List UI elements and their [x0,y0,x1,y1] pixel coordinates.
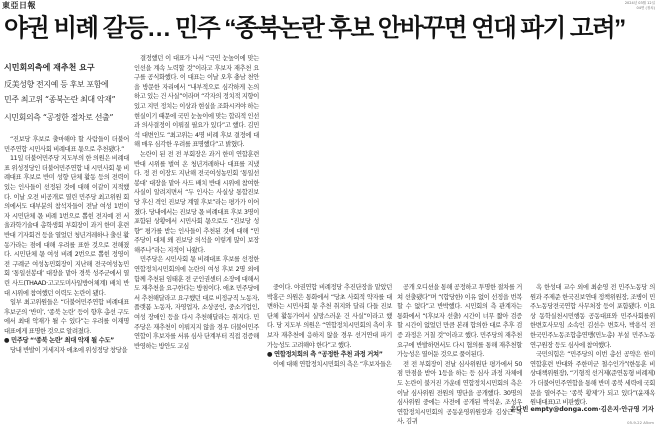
paragraph: 이에 대해 연합정치시민회의 측은 “후보자들은 [273,360,392,368]
paragraph: 결정했던 이 대표가 나서 “국민 눈높이에 맞는 인선을 계속 노력할 것”이라고 후보자 재추천 요구를 공식화했다. 이 대표는 이날 오후 충남 천안을 방문한 자리에서 “내부적으로 심각하게 논의하고 있는 건 사실”이라며 “각자의 정치적 지향이 있고 지민 정치는 이상과 현실을 조화시켜야 하는 현실이기 때문에 국민 눈높이에 맞는 합리적 인선과 의사결정이 이뤄질 필요가 있다”고 했다. 김민석 대변인도 “최고위는 4명 비례 후보 결정에 대해 매우 심각한 우려를 표명했다”고 밝혔다. [134,55,259,149]
article-column-3 [267,283,392,369]
subhead-3: 시민회의측 “공정한 절차로 선출” [4,113,114,122]
byline: 윤다빈 empty@donga.com·김은지·안규영 기자 [510,406,654,413]
paragraph: 당내 반발이 거세지자 애초에 위성정당 창당을 [10,347,128,355]
paragraph: 옥 한성대 교수 외에 최순영 전 민주노동당 의원과 주제준 한국진보연대 정책위원장, 조병이 민주노동당전국연합 사무처장 등이 포함됐다. 이요상 동학실천시민행동 공동대표와 민주사회를위한변호사모임 소속인 김선수 변호사, 박용석 전 한국민주노동조합총연맹(민노총) 부설 민주노동연구원장 등도 심사에 참여했다. [530,284,655,349]
print-stamp: 05-9-22 A5cm [627,420,654,425]
article-column-1 [4,135,129,356]
subhead-1: 反美성향 전지예 등 후보 포함에 [4,80,109,89]
newspaper-logo: 東亞日報 [2,0,36,10]
kicker: 시민회의측에 재추천 요구 [4,63,95,72]
paragraph: 논란이 된 전 전 부회장은 과거 한미 연합훈련 반대 시위를 벌여 온 청년겨레하나 대표를 지냈다. 정 전 이장도 지난해 전국여성농민회 ‘통일선봉대’ 대장을 맡아 사드 배치 반대 시위에 참여한 사실이 알려지면서 “두 인사는 사실상 통합진보당 후신 격인 진보당 계열 후보”라는 평가가 이어졌다. 당내에서는 진보당 몫 비례대표 후보 3명이 포함된 상황에서 시민사회 몫으로도 “진보당 성향” 평가를 받는 인사들이 추천된 것에 대해 “민주당이 대체 왜 진보당 의석을 이렇게 많이 보장해주나”라는 지적이 나왔다. [134,150,259,254]
issue-date [625,1,655,10]
page-number: 04면 (정치) [636,5,655,10]
mid-heading: ● 연합정치회의 측 “공정한 추천 과정 거쳐” [267,351,383,359]
paragraph: “진보당 후보로 출마해야 할 사람들이 더불어민주연합 시민사회 비례대표 몫으로 추천됐다.” [4,136,129,153]
date-text: 2024년 03월 12일 [624,1,655,5]
paragraph: 중이다. 야권연합 비례정당 추진단장을 맡았던 박홍근 의원은 통화에서 “당초 사회적 약자를 대변하는 시민사회 몫 추천 취지와 달리 다들 진보단체 활동가여서 실망스러운 건 사실”이라고 했다. 당 지도부 의원은 “연합정치시민회의 측이 후보자 재추천에 응하지 않을 경우 선거연대 파기 가능성도 고려해야 한다”고 했다. [267,284,392,349]
paragraph: 일부 최고위원들은 “더불어민주연합 비례대표 후보군의 ‘반미’, ‘종북 논란’ 등이 향후 총선 구도에서 최대 악재가 될 수 있다”는 우려를 이재명 대표에게 표명한 것으로 알려졌다. [4,299,129,335]
subhead-2: 민주 최고위 “종북논란 최대 악재” [4,95,116,104]
headline: 야권 비례 갈등… 민주 “종북논란 후보 안바꾸면 연대 파기 고려” [4,15,625,42]
paragraph: 11일 더불어민주당 지도부의 한 의원은 비례대표 위성정당인 더불어민주연합 내 시민사회 몫 비례대표 후보로 반미 성향 단체 활동 등의 전력이 있는 인사들이 선정된 것에 대해 이같이 지적했다. 이날 오전 비공개로 열린 민주당 최고위원 회의에서도 대부분의 참석자들이 전날 여성 1번이자 시민단체 몫 비례 1번으로 뽑힌 전지예 전 서울과학기술대 총학생회 부회장이 과거 한미 훈련 반대 기자회견 등을 열었던 청년겨레하나 출신 활동가라는 점에 대해 우려를 표한 것으로 전해졌다. 시민단체 몫 여성 비례 2번으로 뽑힌 정영이 전 구례군 여성농민회장이 지난해 전국여성농민회 ‘통일선봉대’ 대장을 맡아 경북 성주군에서 열린 사드(THAAD·고고도미사일방어체계) 배치 반대 시위에 참여했던 이력도 논란이 됐다. [4,155,129,297]
paragraph: 민주당은 시민사회 몫 비례대표 후보를 선정한 연합정치시민회의에 논란의 여성 후보 2명 외에 함께 추천된 임태훈 전 군인권센터 소장에 대해서도 재추천을 요구한다는 방침이다. 애초 민주당에서 추천해달라고 요구했던 대로 비정규직 노동자, 플랫폼 노동자, 자영업자, 소상공인, 중소기업인, 여성 장애인 등을 다시 추천해달라는 취지다. 민주당은 재추천이 이뤄지지 않을 경우 더불어민주연합이 후보자를 서류 심사 단계부터 직접 검증해 반영하는 방안도 고심 [134,256,259,350]
article-column-5 [530,283,655,408]
mid-heading: ● 민주당 “‘종북 논란’ 최대 악재 될 수도” [4,337,114,345]
paragraph: 국민의힘은 “민주당의 이번 총선 공약은 한미 연합훈련 반대와 주한미군 철수인가”(한동훈 비상대책위원장), “기형적 선거제(준연동형 비례제)가 더불어민주연합을 통해 반미 종북 세력에 국회 문을 열어주는 ‘종북 황제’가 되고 있다”(윤재옥 원내대표)고 비판했다. [530,351,655,407]
article-column-2 [134,54,259,351]
paragraph: 전 전 부회장이 전날 심사위원단 평가에서 50점 만점을 받아 1등을 하는 등 심사 과정 자체에도 논란이 불거진 가운데 연합정치시민회의 측은 이날 심사위원 전원의 명단을 공개했다. 30명의 심사위원 중에는 사전에 공개된 박석운, 조성우 연합정치시민회의 공동운영위원장과 김상근 목사, 김귀 [397,360,522,426]
article-column-4 [397,283,522,427]
paragraph: 공개 오디션을 통해 공정하고 투명한 절차를 거쳐 선출됐다”며 “(합당한) 이유 없이 선정을 번복할 수 없다”고 반박했다. 시민회의 측 관계자는 통화에서 “(후보자 선출) 시간이 너무 짧아 검증할 시간이 없었던 만큼 본래 합의한 대로 추후 검증 과정은 거칠 것”이라고 했다. 민주당의 재추천 요구에 반발하면서도 다시 협의를 통해 재추천할 가능성은 열어둔 것으로 풀이된다. [397,284,522,359]
